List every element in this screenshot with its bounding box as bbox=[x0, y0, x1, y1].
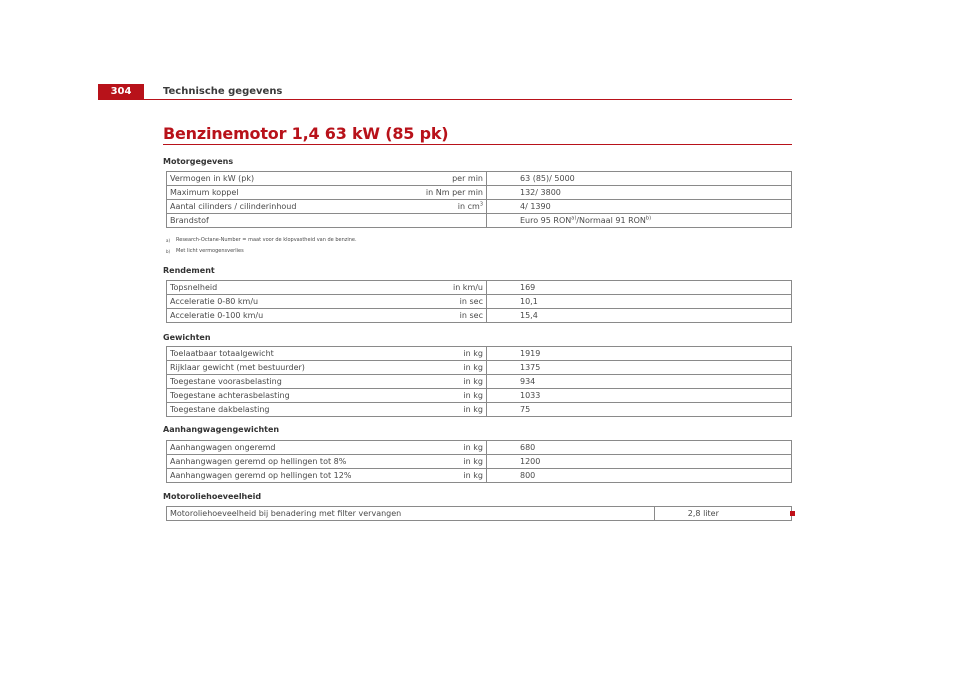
row-unit: in kg bbox=[408, 347, 487, 361]
row-label: Toelaatbaar totaalgewicht bbox=[167, 347, 409, 361]
table-row bbox=[167, 375, 792, 389]
title-rule bbox=[163, 144, 792, 145]
row-label: Acceleratie 0-100 km/u bbox=[167, 309, 409, 323]
row-unit: in kg bbox=[408, 389, 487, 403]
row-value: 934 bbox=[487, 375, 792, 389]
table-row bbox=[167, 295, 792, 309]
heading-motorgegevens: Motorgegevens bbox=[163, 157, 234, 166]
section-title: Technische gegevens bbox=[163, 86, 283, 97]
header-rule bbox=[144, 99, 792, 100]
heading-gewichten: Gewichten bbox=[163, 333, 211, 342]
fuel-secondary: /Normaal 91 RON bbox=[576, 216, 646, 225]
row-label: Vermogen in kW (pk) bbox=[167, 172, 409, 186]
row-label: Aantal cilinders / cilinderinhoud bbox=[167, 200, 409, 214]
row-value: 1200 bbox=[487, 455, 792, 469]
row-unit: in kg bbox=[408, 375, 487, 389]
table-row bbox=[167, 309, 792, 323]
table-motoroliehoeveelheid bbox=[166, 506, 792, 521]
row-value: 800 bbox=[487, 469, 792, 483]
table-row bbox=[167, 200, 792, 214]
row-unit bbox=[408, 214, 487, 228]
row-unit bbox=[408, 200, 487, 214]
table-motorgegevens bbox=[166, 171, 792, 228]
row-value: 10,1 bbox=[487, 295, 792, 309]
row-unit: in kg bbox=[408, 403, 487, 417]
footnotes bbox=[166, 235, 357, 257]
table-row bbox=[167, 469, 792, 483]
row-value: 15,4 bbox=[487, 309, 792, 323]
table-rendement bbox=[166, 280, 792, 323]
table-row bbox=[167, 441, 792, 455]
page-number: 304 bbox=[98, 84, 144, 100]
end-of-section-marker bbox=[790, 511, 795, 516]
table-row bbox=[167, 347, 792, 361]
row-label: Aanhangwagen geremd op hellingen tot 12% bbox=[167, 469, 409, 483]
row-value: 4/ 1390 bbox=[487, 200, 792, 214]
heading-aanhangwagengewichten: Aanhangwagengewichten bbox=[163, 425, 280, 434]
row-value: 75 bbox=[487, 403, 792, 417]
heading-rendement: Rendement bbox=[163, 266, 215, 275]
table-row bbox=[167, 361, 792, 375]
page-title: Benzinemotor 1,4 63 kW (85 pk) bbox=[163, 124, 449, 143]
row-value: 132/ 3800 bbox=[487, 186, 792, 200]
row-label: Acceleratie 0-80 km/u bbox=[167, 295, 409, 309]
row-label: Motoroliehoeveelheid bij benadering met filter vervangen bbox=[167, 507, 655, 521]
row-label: Toegestane achterasbelasting bbox=[167, 389, 409, 403]
row-label: Rijklaar gewicht (met bestuurder) bbox=[167, 361, 409, 375]
row-label: Aanhangwagen ongeremd bbox=[167, 441, 409, 455]
row-value: 169 bbox=[487, 281, 792, 295]
footnote-item bbox=[166, 246, 357, 257]
row-unit: in sec bbox=[408, 309, 487, 323]
table-gewichten bbox=[166, 346, 792, 417]
row-value: 1919 bbox=[487, 347, 792, 361]
table-row bbox=[167, 172, 792, 186]
row-value: 2,8 liter bbox=[654, 507, 791, 521]
table-row bbox=[167, 281, 792, 295]
footnote-ref-a: a) bbox=[571, 215, 577, 222]
row-unit: in kg bbox=[408, 455, 487, 469]
row-value bbox=[487, 214, 792, 228]
row-unit: per min bbox=[408, 172, 487, 186]
fuel-primary: Euro 95 RON bbox=[520, 216, 572, 225]
row-unit: in kg bbox=[408, 361, 487, 375]
row-label: Brandstof bbox=[167, 214, 409, 228]
row-unit: in Nm per min bbox=[408, 186, 487, 200]
table-aanhangwagengewichten bbox=[166, 440, 792, 483]
row-label: Topsnelheid bbox=[167, 281, 409, 295]
row-unit: in kg bbox=[408, 441, 487, 455]
unit-text: in cm bbox=[457, 202, 480, 211]
table-row bbox=[167, 507, 792, 521]
row-unit: in sec bbox=[408, 295, 487, 309]
heading-motoroliehoeveelheid: Motoroliehoeveelheid bbox=[163, 492, 262, 501]
table-row bbox=[167, 186, 792, 200]
row-unit: in kg bbox=[408, 469, 487, 483]
footnote-text: Met licht vermogensverlies bbox=[176, 248, 244, 254]
footnote-item bbox=[166, 235, 357, 246]
unit-superscript: 3 bbox=[479, 201, 483, 208]
row-label: Maximum koppel bbox=[167, 186, 409, 200]
row-unit: in km/u bbox=[408, 281, 487, 295]
table-row bbox=[167, 455, 792, 469]
row-value: 680 bbox=[487, 441, 792, 455]
table-row bbox=[167, 214, 792, 228]
footnote-mark: a) bbox=[166, 238, 171, 243]
footnote-mark: b) bbox=[166, 249, 171, 254]
row-label: Toegestane voorasbelasting bbox=[167, 375, 409, 389]
footnote-ref-b: b) bbox=[645, 215, 652, 222]
row-value: 1033 bbox=[487, 389, 792, 403]
table-row bbox=[167, 389, 792, 403]
table-row bbox=[167, 403, 792, 417]
row-label: Aanhangwagen geremd op hellingen tot 8% bbox=[167, 455, 409, 469]
row-value: 1375 bbox=[487, 361, 792, 375]
row-value: 63 (85)/ 5000 bbox=[487, 172, 792, 186]
footnote-text: Research-Octane-Number = maat voor de klopvastheid van de benzine. bbox=[176, 237, 357, 243]
row-label: Toegestane dakbelasting bbox=[167, 403, 409, 417]
